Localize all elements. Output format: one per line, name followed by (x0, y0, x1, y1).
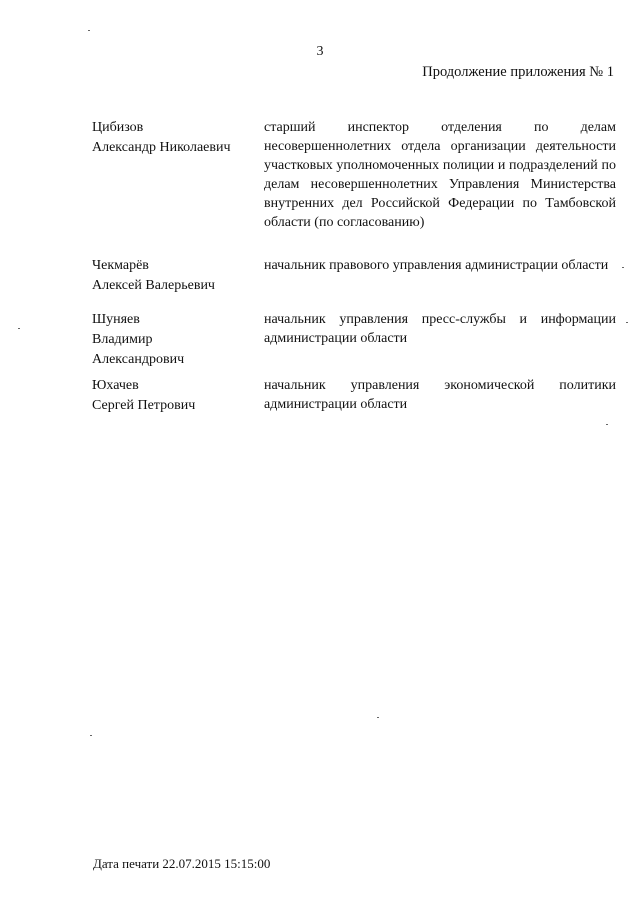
scan-speck (88, 30, 90, 31)
member-name (92, 376, 264, 416)
page-number: 3 (316, 44, 324, 59)
member-entry (92, 118, 617, 232)
scan-speck (90, 735, 92, 736)
scan-speck (377, 717, 379, 718)
member-surname: Чекмарёв (92, 258, 149, 273)
member-name (92, 118, 264, 232)
member-given-names: Александр Николаевич (92, 140, 231, 155)
scan-speck (626, 322, 628, 323)
member-surname: Цибизов (92, 120, 144, 135)
member-name (92, 310, 264, 370)
member-given-names: Алексей Валерьевич (92, 278, 215, 293)
scan-speck (622, 267, 624, 268)
scan-speck (18, 328, 20, 329)
member-surname: Шуняев (92, 312, 140, 327)
member-name (92, 256, 264, 296)
member-entry (92, 256, 617, 296)
member-given-name: Владимир (92, 332, 153, 347)
scan-speck (606, 424, 608, 425)
member-given-names: Сергей Петрович (92, 398, 196, 413)
member-entry (92, 310, 617, 370)
member-position: начальник управления экономической политики администрации области (264, 378, 616, 412)
member-patronymic: Александрович (92, 352, 185, 367)
member-entry (92, 376, 617, 416)
member-surname: Юхачев (92, 378, 139, 393)
print-date: Дата печати 22.07.2015 15:15:00 (93, 856, 271, 871)
appendix-continuation-note: Продолжение приложения № 1 (422, 64, 614, 80)
member-position: начальник управления пресс-службы и информации администрации области (264, 312, 616, 346)
member-position: старший инспектор отделения по делам несовершеннолетних отдела организации деятельности участковых уполномоченных полиции и подразделений по делам несовершеннолетних Управления Министерства внутренних дел Российской Федерации по Тамбовской области (по согласованию) (264, 120, 616, 230)
member-position: начальник правового управления администрации области (264, 258, 609, 273)
